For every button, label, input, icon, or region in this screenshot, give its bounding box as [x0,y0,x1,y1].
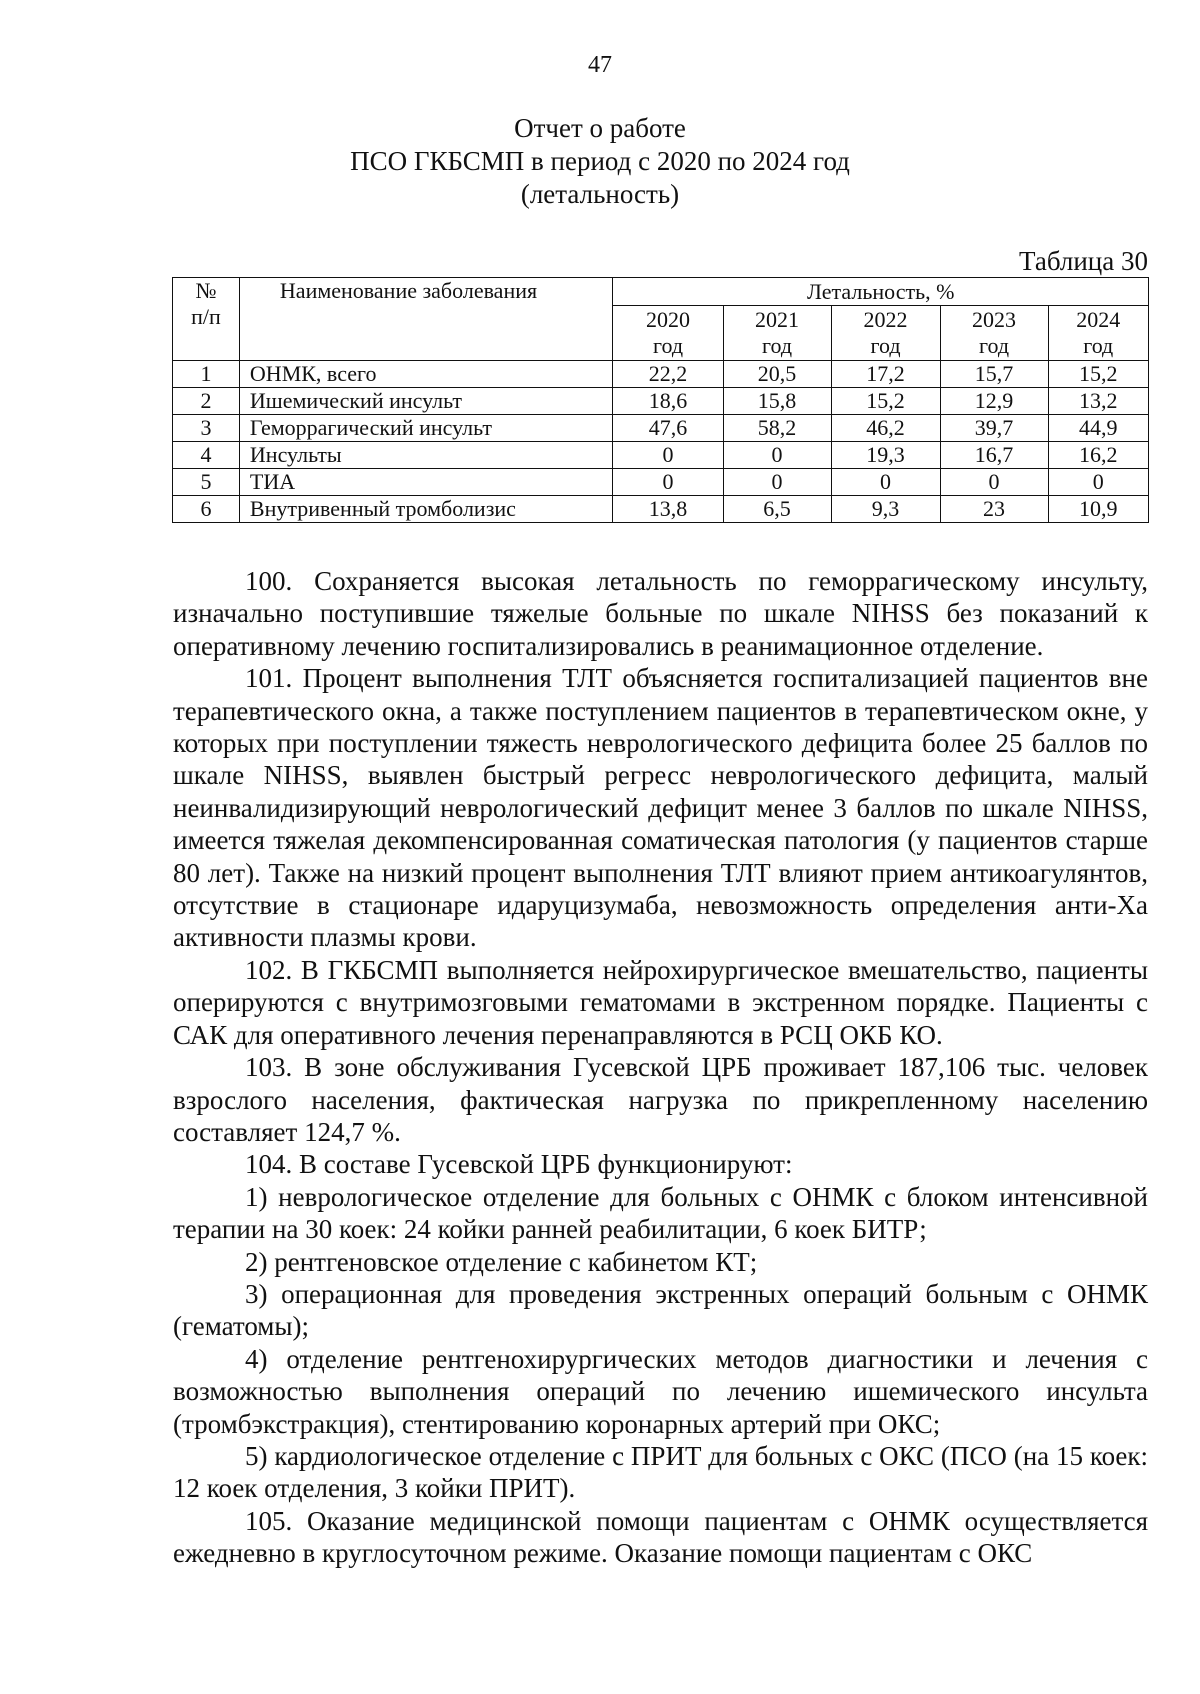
row-value-2024: 16,2 [1048,442,1149,469]
row-number: 3 [173,415,240,442]
row-value-2021: 0 [723,442,831,469]
row-value-2021: 15,8 [723,388,831,415]
page-number: 47 [588,52,612,78]
row-disease-name: Инсульты [239,442,613,469]
row-value-2021: 6,5 [723,496,831,523]
table-row [173,388,1149,415]
header-year-2024 [1048,306,1149,361]
paragraph: 104. В составе Гусевской ЦРБ функционируют: [245,1149,793,1180]
row-value-2024: 10,9 [1048,496,1149,523]
row-value-2024: 15,2 [1048,361,1149,388]
row-value-2023: 16,7 [940,442,1048,469]
header-year-suffix: год [870,333,901,358]
row-value-2021: 20,5 [723,361,831,388]
row-number: 4 [173,442,240,469]
header-disease-name: Наименование заболевания [239,278,613,361]
row-number: 6 [173,496,240,523]
table-row [173,496,1149,523]
header-year-value: 2021 [755,307,800,332]
title-line-3: (летальность) [520,179,680,209]
table-row [173,442,1149,469]
title-line-1: Отчет о работе [514,113,686,143]
row-value-2022: 0 [831,469,940,496]
row-value-2021: 58,2 [723,415,831,442]
header-year-suffix: год [1083,333,1114,358]
header-year-value: 2022 [863,307,908,332]
header-year-suffix: год [979,333,1010,358]
paragraph: 100. Сохраняется высокая летальность по геморрагическому инсульту, изначально поступившие тяжелые больные по шкале NIHSS без показаний к оперативному лечению госпитализировались в реанимационное отделение. [173,566,1148,661]
row-number: 5 [173,469,240,496]
mortality-table [172,277,1149,523]
row-number: 2 [173,388,240,415]
header-mortality-group: Летальность, % [613,278,1149,306]
paragraph: 102. В ГКБСМП выполняется нейрохирургическое вмешательство, пациенты оперируются с внутримозговыми гематомами в экстренном порядке. Пациенты с САК для оперативного лечения перенаправляются в РСЦ ОКБ КО. [173,954,1148,1050]
row-value-2020: 47,6 [613,415,723,442]
row-value-2023: 15,7 [940,361,1048,388]
header-year-value: 2023 [972,307,1017,332]
row-value-2020: 18,6 [613,388,723,415]
title-line-2: ПСО ГКБСМП в период с 2020 по 2024 год [350,146,850,176]
document-title [0,112,1200,211]
row-value-2020: 13,8 [613,496,723,523]
row-number: 1 [173,361,240,388]
row-value-2023: 39,7 [940,415,1048,442]
row-value-2023: 23 [940,496,1048,523]
row-value-2020: 22,2 [613,361,723,388]
body-text [173,565,1148,1570]
row-value-2020: 0 [613,469,723,496]
row-value-2022: 46,2 [831,415,940,442]
header-year-2023 [940,306,1048,361]
header-num-line1: № [195,278,217,303]
paragraph: 2) рентгеновское отделение с кабинетом КТ; [245,1246,758,1277]
row-disease-name: Ишемический инсульт [239,388,613,415]
paragraph: 4) отделение рентгенохирургических методов диагностики и лечения с возможностью выполнения операций по лечению ишемического инсульта (тромбэкстракция), стентированию коронарных артерий при ОКС; [173,1343,1148,1439]
header-year-suffix: год [762,333,793,358]
row-value-2022: 9,3 [831,496,940,523]
row-value-2024: 44,9 [1048,415,1149,442]
row-value-2024: 13,2 [1048,388,1149,415]
row-value-2023: 0 [940,469,1048,496]
header-year-2021 [723,306,831,361]
paragraph: 105. Оказание медицинской помощи пациентам с ОНМК осуществляется ежедневно в круглосуточном режиме. Оказание помощи пациентам с ОКС [173,1505,1148,1569]
paragraph: 101. Процент выполнения ТЛТ объясняется госпитализацией пациентов вне терапевтического окна, а также поступлением пациентов в терапевтическом окне, у которых при поступлении тяжесть неврологического дефицита более 25 баллов по шкале NIHSS, выявлен быстрый регресс неврологического дефицита, малый неинвалидизирующий неврологический дефицит менее 3 баллов по шкале NIHSS, имеется тяжелая декомпенсированная соматическая патология (у пациентов старше 80 лет). Также на низкий процент выполнения ТЛТ влияют прием антикоагулянтов, отсутствие в стационаре идаруцизумаба, невозможность определения анти-Ха активности плазмы крови. [173,663,1148,953]
paragraph: 1) неврологическое отделение для больных с ОНМК с блоком интенсивной терапии на 30 коек: 24 койки ранней реабилитации, 6 коек БИТР; [173,1181,1148,1245]
row-value-2024: 0 [1048,469,1149,496]
row-disease-name: ТИА [239,469,613,496]
header-year-value: 2024 [1076,307,1121,332]
table-row [173,361,1149,388]
row-disease-name: Геморрагический инсульт [239,415,613,442]
table-row [173,469,1149,496]
row-value-2023: 12,9 [940,388,1048,415]
paragraph: 3) операционная для проведения экстренных операций больным с ОНМК (гематомы); [173,1278,1148,1342]
table-caption: Таблица 30 [1019,246,1148,276]
row-value-2022: 19,3 [831,442,940,469]
row-value-2020: 0 [613,442,723,469]
row-value-2022: 17,2 [831,361,940,388]
row-disease-name: ОНМК, всего [239,361,613,388]
row-value-2021: 0 [723,469,831,496]
header-num-line2: п/п [191,304,221,329]
header-year-suffix: год [652,333,684,358]
header-year-2020 [613,306,723,361]
paragraph: 5) кардиологическое отделение с ПРИТ для больных с ОКС (ПСО (на 15 коек: 12 коек отделения, 3 койки ПРИТ). [173,1440,1148,1504]
row-disease-name: Внутривенный тромболизис [239,496,613,523]
paragraph: 103. В зоне обслуживания Гусевской ЦРБ проживает 187,106 тыс. человек взрослого населения, фактическая нагрузка по прикрепленному населению составляет 124,7 %. [173,1052,1148,1147]
row-value-2022: 15,2 [831,388,940,415]
header-year-value: 2020 [646,307,690,332]
header-year-2022 [831,306,940,361]
header-num [173,278,240,361]
table-row [173,415,1149,442]
